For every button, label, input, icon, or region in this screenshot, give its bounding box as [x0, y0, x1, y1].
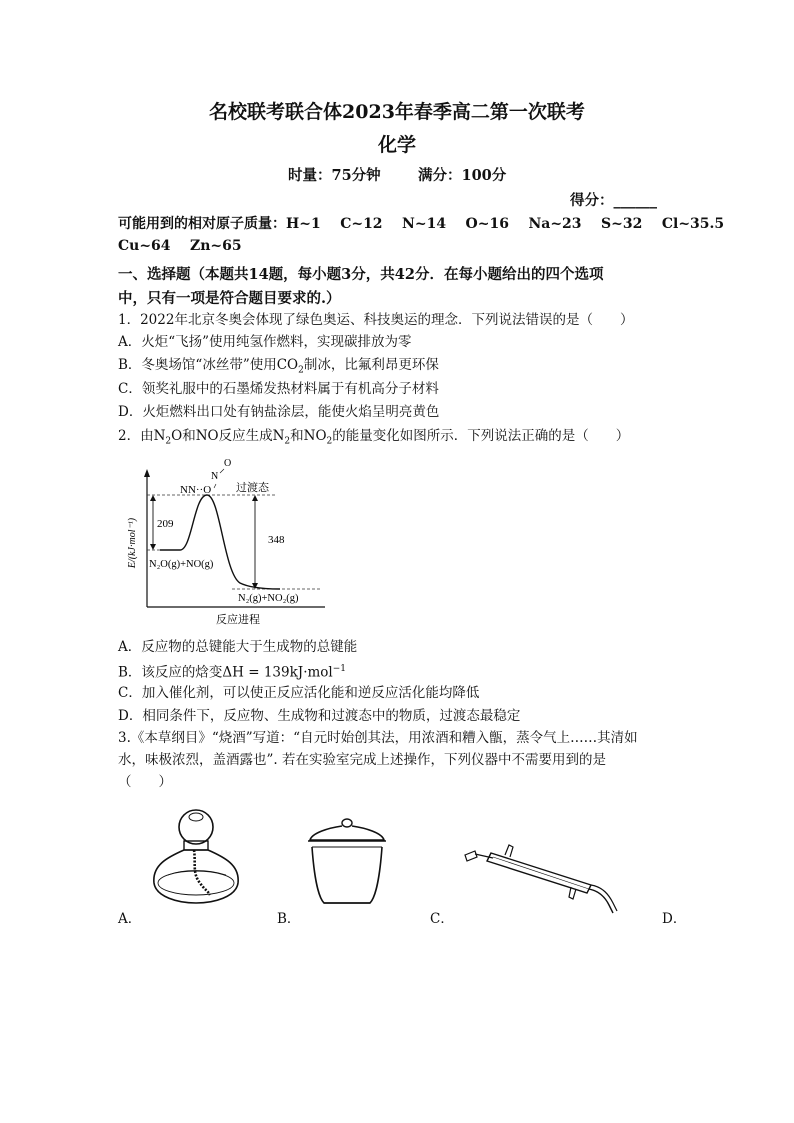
score-label: 得分： [570, 192, 614, 209]
jar-image [300, 815, 395, 910]
q2-option-d: D．相同条件下，反应物、生成物和过渡态中的物质，过渡态最稳定 [118, 708, 521, 724]
x-axis-label: 反应进程 [216, 614, 260, 626]
ea-reverse-label: 348 [268, 534, 285, 546]
ts-species-label: NN··O [180, 484, 212, 496]
score-blank: ______ [613, 192, 657, 209]
q3-stem-line3: （ ） [118, 774, 172, 790]
condenser-image [463, 843, 623, 918]
energy-curve [160, 495, 280, 589]
q3-stem-line1: 3.《本草纲目》“烧酒”写道：“自元时始创其法，用浓酒和糟入甑，蒸令气上……其清如 [118, 730, 638, 746]
product-label: N₂(g)+NO₂(g) [238, 593, 299, 604]
ea-forward-label: 209 [157, 518, 174, 530]
alcohol-lamp-image [148, 805, 248, 910]
q3-option-d: D． [662, 911, 687, 927]
q2-option-b: B．该反应的焓变ΔH = 139kJ·mol$^{-1}$ [118, 664, 347, 681]
ts-n-label: N [211, 471, 219, 482]
time-limit: 时量：75分钟 [288, 167, 381, 184]
transition-state-label: 过渡态 [236, 482, 269, 494]
q2-option-c: C．加入催化剂，可以使正反应活化能和逆反应活化能均降低 [118, 685, 480, 701]
score-field [570, 189, 657, 210]
q1-option-d: D．火炬燃料出口处有钠盐涂层，能使火焰呈明亮黄色 [118, 404, 440, 420]
q2-option-a: A．反应物的总键能大于生成物的总键能 [118, 639, 358, 655]
ts-o-label: O [224, 458, 232, 469]
y-axis-arrow [144, 469, 150, 477]
q1-stem: 1．2022年北京冬奥会体现了绿色奥运、科技奥运的理念．下列说法错误的是（ ） [118, 312, 634, 328]
q2-stem: 2．由$N_2O$和NO反应生成$N_2$和$NO_2$的能量变化如图所示．下列说法正确的是（ ） [118, 428, 630, 447]
atomic-masses-line1: 可能用到的相对原子质量：H~1 C~12 N~14 O~16 Na~23 S~32 Cl~35.5 [118, 216, 725, 232]
y-axis-label: E/(kJ·mol⁻¹) [127, 517, 138, 569]
full-score: 满分：100分 [418, 167, 507, 184]
reactant-label: N₂O(g)+NO(g) [149, 559, 214, 570]
q3-option-b: B． [277, 911, 301, 927]
section-header-line2: 中，只有一项是符合题目要求的.） [118, 290, 341, 307]
exam-title: 名校联考联合体2023年春季高二第一次联考 [209, 101, 585, 123]
q1-option-a: A．火炬“飞扬”使用纯氢作燃料，实现碳排放为零 [118, 334, 412, 350]
q1-option-c: C．领奖礼服中的石墨烯发热材料属于有机高分子材料 [118, 381, 439, 397]
q3-option-a: A． [118, 911, 142, 927]
q1-option-b: B．冬奥场馆“冰丝带”使用$CO_2$制冰，比氟利昂更环保 [118, 357, 439, 376]
section-header-line1: 一、选择题（本题共14题，每小题3分，共42分．在每小题给出的四个选项 [118, 266, 604, 283]
q3-option-c: C． [430, 911, 454, 927]
atomic-masses-line2: Cu~64 Zn~65 [118, 238, 242, 254]
subject-title: 化学 [377, 134, 416, 156]
q3-stem-line2: 水，味极浓烈，盖酒露也”. 若在实验室完成上述操作，下列仪器中不需要用到的是 [118, 752, 606, 768]
energy-diagram [120, 455, 340, 630]
